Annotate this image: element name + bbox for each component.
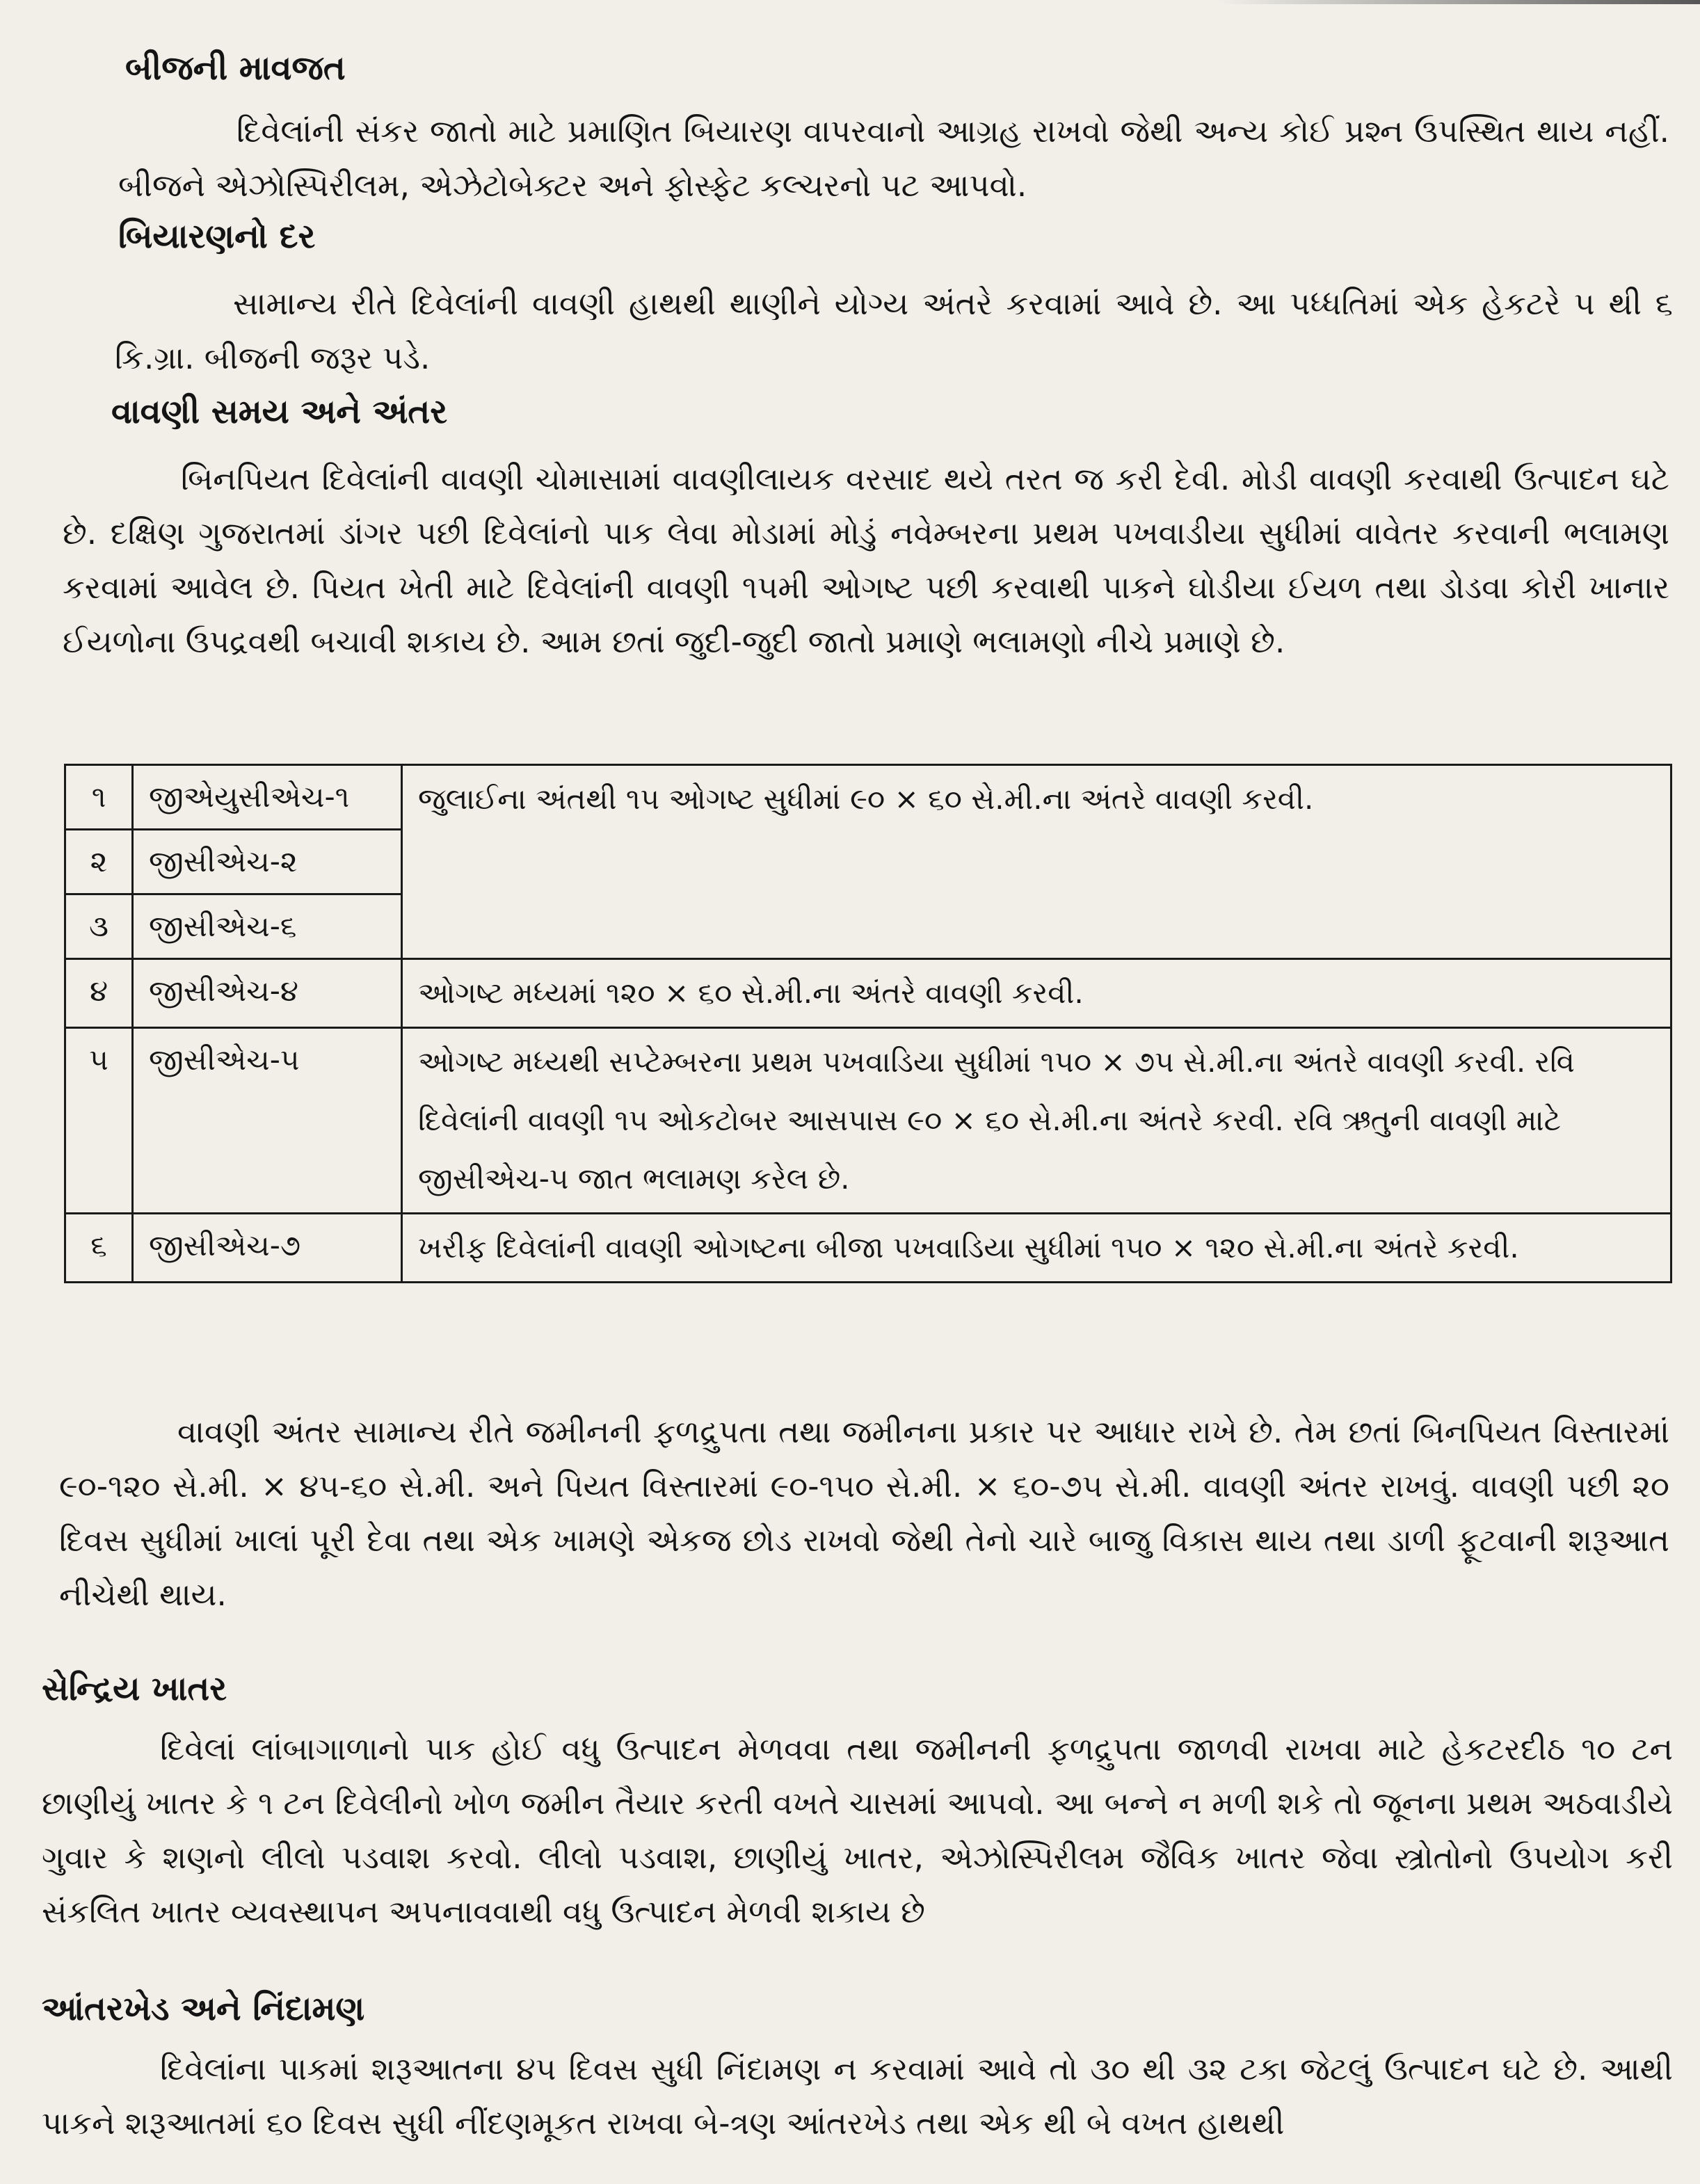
variety-name: જીએયુસીએચ-૧: [133, 765, 402, 830]
sowing-recommendation-table: [64, 764, 1672, 1283]
sowing-description: ઓગષ્ટ મધ્યમાં ૧૨૦ × ૬૦ સે.મી.ના અંતરે વાવણી કરવી.: [402, 959, 1671, 1028]
table-row: [65, 765, 1671, 830]
scan-edge: [1217, 0, 1700, 4]
heading-sowing-time: વાવણી સમય અને અંતર: [111, 392, 448, 431]
variety-name: જીસીએચ-૬: [133, 894, 402, 959]
para-spacing-note: વાવણી અંતર સામાન્ય રીતે જમીનની ફળદ્રુપતા તથા જમીનના પ્રકાર પર આધાર રાખે છે. તેમ છતાં બિનપિયત વિસ્તારમાં ૯૦-૧૨૦ સે.મી. × ૪૫-૬૦ સે.મી. અને પિયત વિસ્તારમાં ૯૦-૧૫૦ સે.મી. × ૬૦-૭૫ સે.મી. વાવણી અંતર રાખવું. વાવણી પછી ૨૦ દિવસ સુધીમાં ખાલાં પૂરી દેવા તથા એક ખામણે એકજ છોડ રાખવો જેથી તેનો ચારે બાજુ વિકાસ થાય તથા ડાળી ફૂટવાની શરૂઆત નીચેથી થાય.: [59, 1413, 1669, 1613]
variety-name: જીસીએચ-૫: [133, 1028, 402, 1214]
row-number: ૩: [65, 894, 133, 959]
para-weeding: દિવેલાંના પાકમાં શરૂઆતના ૪૫ દિવસ સુધી નિંદામણ ન કરવામાં આવે તો ૩૦ થી ૩૨ ટકા જેટલું ઉત્પાદન ઘટે છે. આથી પાકને શરૂઆતમાં ૬૦ દિવસ સુધી નીંદણમૂકત રાખવા બે-ત્રણ આંતરખેડ તથા એક થી બે વખત હાથથી: [42, 2050, 1673, 2142]
group-sowing-description: જુલાઈના અંતથી ૧૫ ઓગષ્ટ સુધીમાં ૯૦ × ૬૦ સે.મી.ના અંતરે વાવણી કરવી.: [402, 765, 1671, 959]
table-row: [65, 1214, 1671, 1283]
table-row: [65, 959, 1671, 1028]
para-sowing-time: બિનપિયત દિવેલાંની વાવણી ચોમાસામાં વાવણીલાયક વરસાદ થયે તરત જ કરી દેવી. મોડી વાવણી કરવાથી ઉત્પાદન ઘટે છે. દક્ષિણ ગુજરાતમાં ડાંગર પછી દિવેલાંનો પાક લેવા મોડામાં મોડું નવેમ્બરના પ્રથમ પખવાડીયા સુધીમાં વાવેતર કરવાની ભલામણ કરવામાં આવેલ છે. પિયત ખેતી માટે દિવેલાંની વાવણી ૧૫મી ઓગષ્ટ પછી કરવાથી પાકને ઘોડીયા ઈયળ તથા ડોડવા કોરી ખાનાર ઈયળોના ઉપદ્રવથી બચાવી શકાય છે. આમ છતાં જુદી-જુદી જાતો પ્રમાણે ભલામણો નીચે પ્રમાણે છે.: [63, 460, 1669, 660]
para-seed-treatment: દિવેલાંની સંકર જાતો માટે પ્રમાણિત બિયારણ વાપરવાનો આગ્રહ રાખવો જેથી અન્ય કોઈ પ્રશ્ન ઉપસ્થિત થાય નહીં. બીજને એઝોસ્પિરીલમ, એઝેટોબેક્ટર અને ફોસ્ફેટ કલ્ચરનો પટ આપવો.: [118, 113, 1669, 204]
para-organic-manure: દિવેલાં લાંબાગાળાનો પાક હોઈ વધુ ઉત્પાદન મેળવવા તથા જમીનની ફળદ્રુપતા જાળવી રાખવા માટે હેકટરદીઠ ૧૦ ટન છાણીયું ખાતર કે ૧ ટન દિવેલીનો ખોળ જમીન તૈયાર કરતી વખતે ચાસમાં આપવો. આ બન્ને ન મળી શકે તો જૂનના પ્રથમ અઠવાડીયે ગુવાર કે શણનો લીલો પડવાશ કરવો. લીલો પડવાશ, છાણીયું ખાતર, એઝોસ્પિરીલમ જૈવિક ખાતર જેવા સ્ત્રોતોનો ઉપયોગ કરી સંકલિત ખાતર વ્યવસ્થાપન અપનાવવાથી વધુ ઉત્પાદન મેળવી શકાય છે: [42, 1731, 1673, 1930]
heading-organic-manure: સેન્દ્રિય ખાતર: [42, 1669, 227, 1708]
row-number: ૨: [65, 830, 133, 894]
heading-weeding: આંતરખેડ અને નિંદામણ: [42, 1989, 365, 2028]
row-number: ૫: [65, 1028, 133, 1214]
sowing-description: ખરીફ દિવેલાંની વાવણી ઓગષ્ટના બીજા પખવાડિયા સુધીમાં ૧૫૦ × ૧૨૦ સે.મી.ના અંતરે કરવી.: [402, 1214, 1671, 1283]
variety-name: જીસીએચ-૨: [133, 830, 402, 894]
sowing-description: ઓગષ્ટ મધ્યથી સપ્ટેમ્બરના પ્રથમ પખવાડિયા સુધીમાં ૧૫૦ × ૭૫ સે.મી.ના અંતરે વાવણી કરવી. રવિ દિવેલાંની વાવણી ૧૫ ઓકટોબર આસપાસ ૯૦ × ૬૦ સે.મી.ના અંતરે કરવી. રવિ ઋતુની વાવણી માટે જીસીએચ-૫ જાત ભલામણ કરેલ છે.: [402, 1028, 1671, 1214]
heading-seed-rate: બિયારણનો દર: [118, 217, 316, 256]
para-seed-rate: સામાન્ય રીતે દિવેલાંની વાવણી હાથથી થાણીને યોગ્ય અંતરે કરવામાં આવે છે. આ પધ્ધતિમાં એક હેકટરે ૫ થી ૬ કિ.ગ્રા. બીજની જરૂર પડે.: [115, 285, 1673, 376]
table-row: [65, 1028, 1671, 1214]
row-number: ૧: [65, 765, 133, 830]
variety-name: જીસીએચ-૭: [133, 1214, 402, 1283]
row-number: ૬: [65, 1214, 133, 1283]
heading-seed-treatment: બીજની માવજત: [125, 49, 346, 88]
variety-name: જીસીએચ-૪: [133, 959, 402, 1028]
row-number: ૪: [65, 959, 133, 1028]
